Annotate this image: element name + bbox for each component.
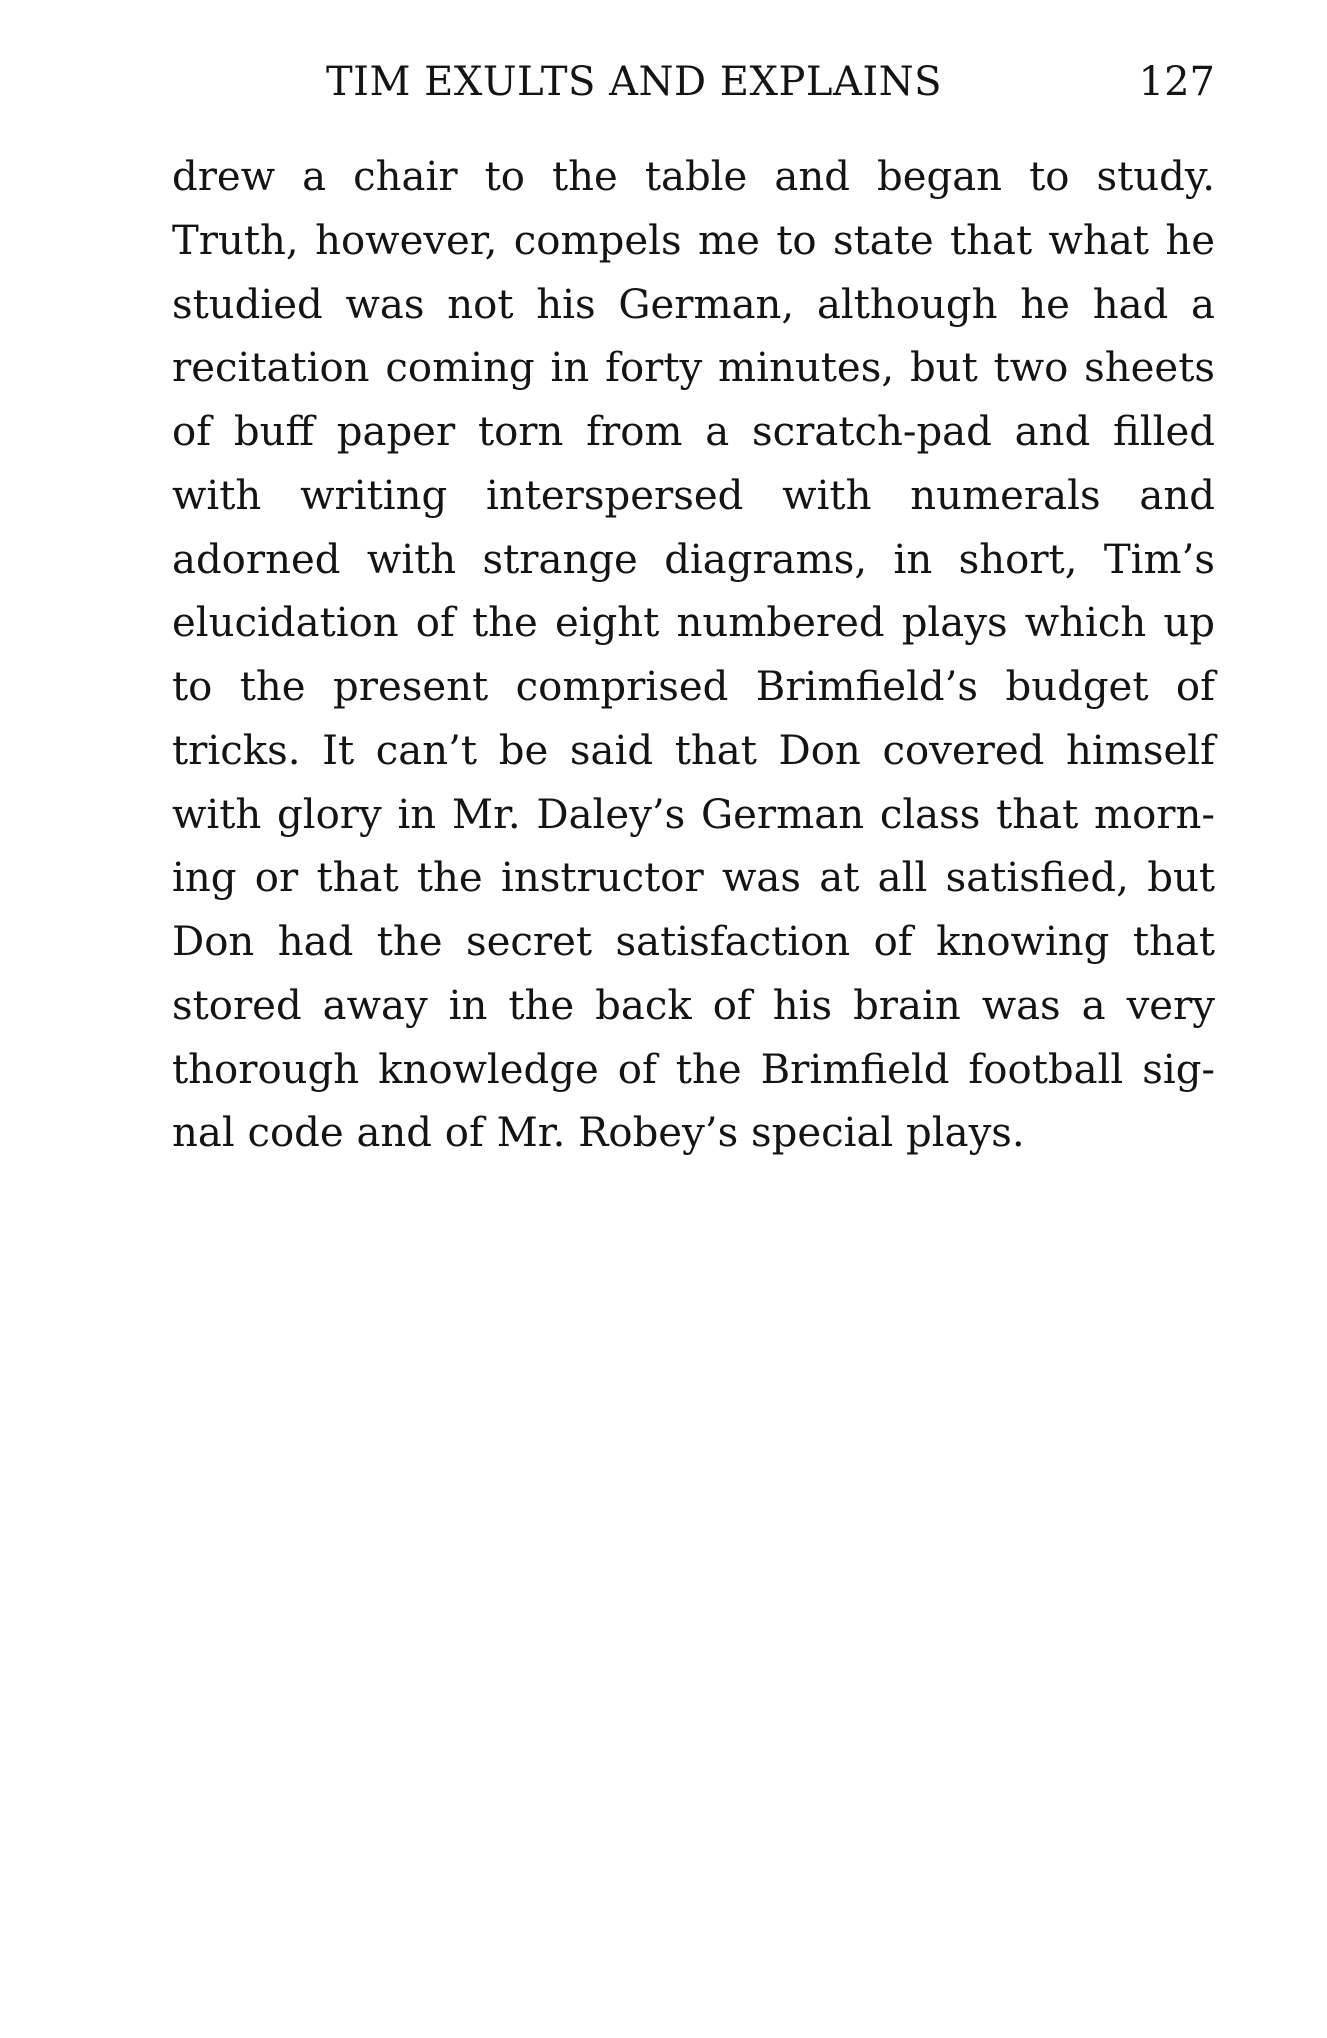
text-line: to the present comprised Brimfield’s budget of — [172, 664, 1215, 710]
text-line: tricks. It can’t be said that Don covered himself — [172, 727, 1215, 774]
text-line: elucidation of the eight numbered plays which up — [172, 600, 1215, 647]
chapter-title: TIM EXULTS AND EXPLAINS — [326, 59, 943, 105]
text-line: with glory in Mr. Daley’s German class that morn- — [172, 791, 1215, 838]
text-line: nal code and of Mr. Robey’s special plays. — [172, 1110, 1025, 1157]
text-line: of buff paper torn from a scratch-pad and filled — [172, 409, 1215, 455]
text-line: thorough knowledge of the Brimfield football sig- — [172, 1046, 1215, 1093]
text-line: Don had the secret satisfaction of knowing that — [172, 919, 1215, 965]
page-number: 127 — [1138, 59, 1215, 105]
text-line: Truth, however, compels me to state that what he — [172, 217, 1215, 264]
text-line: ing or that the instructor was at all satisfied, but — [172, 855, 1215, 902]
text-line: drew a chair to the table and began to study. — [172, 154, 1215, 200]
text-line: recitation coming in forty minutes, but two sheets — [172, 345, 1215, 392]
text-line: with writing interspersed with numerals and — [172, 472, 1215, 519]
text-line: adorned with strange diagrams, in short, Tim’s — [172, 536, 1215, 583]
text-line: studied was not his German, although he had a — [172, 281, 1215, 328]
body-text — [172, 146, 1215, 1166]
running-head — [172, 54, 1215, 110]
text-line: stored away in the back of his brain was a very — [172, 982, 1215, 1029]
